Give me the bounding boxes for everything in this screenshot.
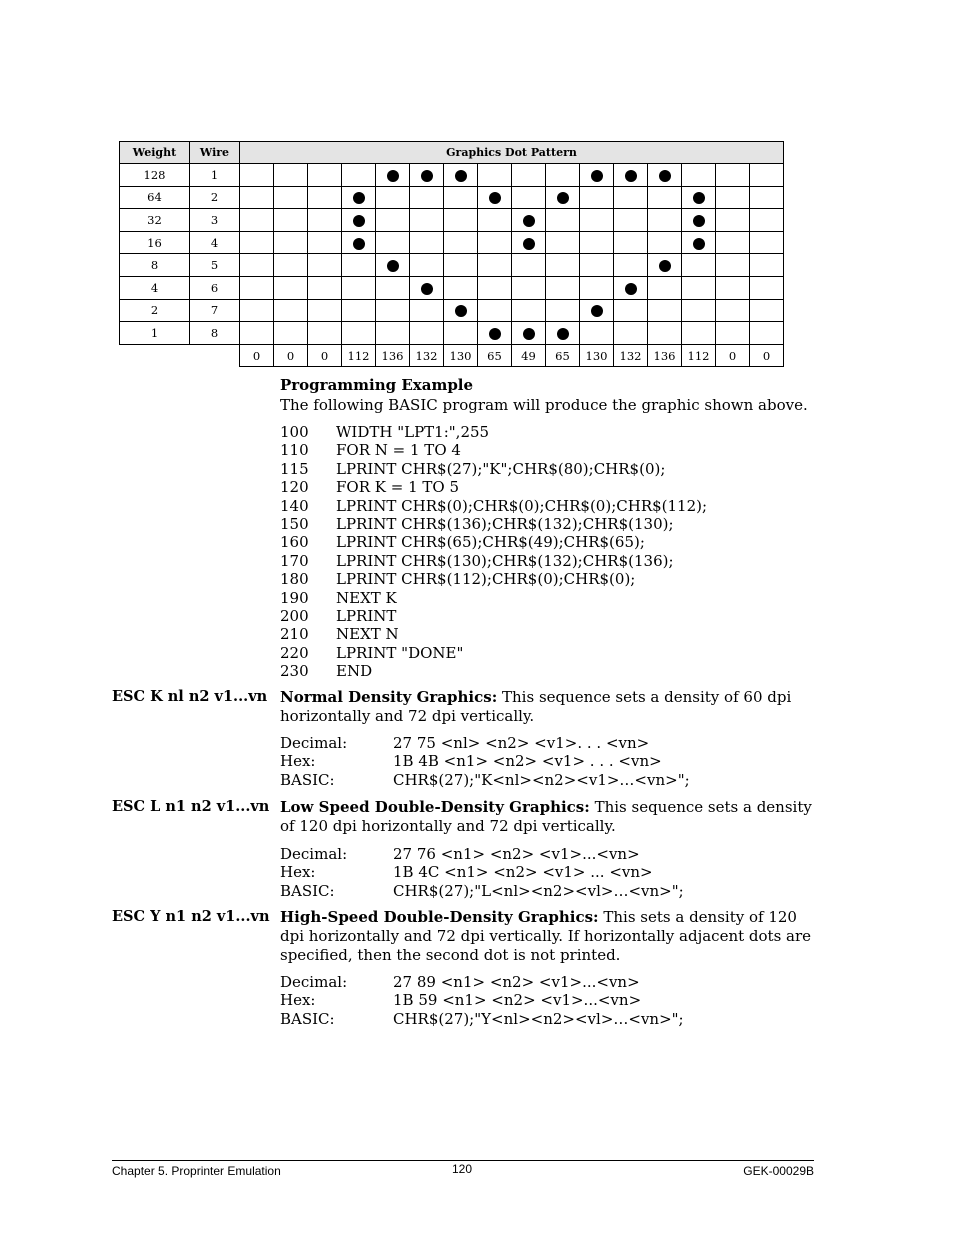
command-label-esc-k: ESC K nl n2 v1...vn — [112, 688, 268, 705]
column-total: 0 — [308, 344, 342, 367]
dot-cell — [580, 276, 614, 299]
dot-mark — [489, 328, 501, 340]
code-line — [280, 662, 707, 680]
line-number: 115 — [280, 459, 309, 478]
dot-cell — [648, 322, 682, 345]
dot-mark — [693, 192, 705, 204]
dot-mark — [659, 260, 671, 272]
dot-cell — [240, 186, 274, 209]
encoding-key: Decimal: — [280, 845, 348, 863]
dot-mark — [455, 305, 467, 317]
column-total: 136 — [376, 344, 410, 367]
dot-cell — [580, 299, 614, 322]
code-line — [280, 515, 707, 533]
encoding-value: 1B 59 <n1> <n2> <v1>...<vn> — [393, 991, 642, 1010]
code-text: LPRINT CHR$(112);CHR$(0);CHR$(0); — [336, 570, 636, 589]
dot-cell — [750, 276, 784, 299]
footer-doc-number: GEK-00029B — [743, 1164, 814, 1178]
dot-cell — [580, 209, 614, 232]
command-desc-text: This sets a density of 120 dpi horizontally and 72 dpi vertically. If horizontally adjacent dots are specified, then the second dot is not printed. — [280, 908, 812, 964]
dot-pattern-table — [119, 141, 783, 367]
dot-cell — [274, 209, 308, 232]
command-label-esc-y: ESC Y n1 n2 v1...vn — [112, 908, 270, 925]
dot-mark — [387, 260, 399, 272]
dot-cell — [648, 276, 682, 299]
dot-cell — [240, 254, 274, 277]
code-line — [280, 589, 707, 607]
code-text: WIDTH "LPT1:",255 — [336, 423, 490, 441]
dot-cell — [682, 209, 716, 232]
dot-mark — [693, 238, 705, 250]
weight-cell: 128 — [120, 164, 190, 187]
dot-cell — [512, 299, 546, 322]
code-line — [280, 570, 707, 588]
code-text: LPRINT — [336, 606, 397, 625]
dot-cell — [682, 164, 716, 187]
column-total: 65 — [478, 344, 512, 367]
weight-cell: 8 — [120, 254, 190, 277]
table-row — [120, 231, 784, 254]
column-total: 136 — [648, 344, 682, 367]
dot-cell — [580, 164, 614, 187]
dot-cell — [614, 164, 648, 187]
dot-mark — [523, 328, 535, 340]
encoding-list-esc-y — [280, 973, 684, 1028]
dot-cell — [444, 186, 478, 209]
encoding-row — [280, 882, 684, 900]
encoding-key: Hex: — [280, 752, 316, 771]
dot-cell — [410, 231, 444, 254]
line-number: 190 — [280, 588, 309, 607]
dot-cell — [546, 186, 580, 209]
encoding-row — [280, 973, 684, 991]
weight-cell: 16 — [120, 231, 190, 254]
command-title: Low Speed Double-Density Graphics: — [280, 798, 590, 816]
line-number: 170 — [280, 551, 309, 570]
dot-cell — [614, 322, 648, 345]
dot-cell — [546, 299, 580, 322]
dot-cell — [308, 231, 342, 254]
code-text: NEXT N — [336, 625, 399, 644]
dot-cell — [750, 299, 784, 322]
code-line — [280, 423, 707, 441]
dot-cell — [682, 231, 716, 254]
line-number: 100 — [280, 423, 309, 441]
dot-cell — [648, 209, 682, 232]
dot-cell — [478, 186, 512, 209]
dot-cell — [478, 231, 512, 254]
dot-cell — [546, 276, 580, 299]
dot-cell — [648, 186, 682, 209]
wire-cell: 5 — [190, 254, 240, 277]
dot-cell — [750, 254, 784, 277]
dot-mark — [557, 192, 569, 204]
dot-mark — [455, 170, 467, 182]
code-text: LPRINT "DONE" — [336, 643, 464, 662]
line-number: 200 — [280, 606, 309, 625]
programming-example-intro: The following BASIC program will produce the graphic shown above. — [280, 396, 808, 414]
dot-mark — [353, 215, 365, 227]
dot-cell — [274, 231, 308, 254]
dot-cell — [478, 299, 512, 322]
code-line — [280, 625, 707, 643]
command-title: High-Speed Double-Density Graphics: — [280, 908, 599, 926]
encoding-key: Hex: — [280, 991, 316, 1010]
weight-cell: 2 — [120, 299, 190, 322]
dot-cell — [716, 254, 750, 277]
dot-cell — [750, 322, 784, 345]
dot-cell — [308, 164, 342, 187]
dot-cell — [240, 299, 274, 322]
dot-cell — [376, 231, 410, 254]
encoding-key: BASIC: — [280, 881, 335, 900]
dot-cell — [342, 186, 376, 209]
line-number: 230 — [280, 662, 309, 681]
encoding-row — [280, 771, 690, 789]
dot-cell — [614, 209, 648, 232]
dot-cell — [240, 322, 274, 345]
code-line — [280, 552, 707, 570]
dot-cell — [716, 186, 750, 209]
dot-cell — [308, 299, 342, 322]
command-description-esc-y — [280, 908, 820, 965]
dot-cell — [478, 322, 512, 345]
dot-cell — [750, 186, 784, 209]
dot-cell — [716, 209, 750, 232]
code-text: NEXT K — [336, 588, 397, 607]
basic-program-listing — [280, 423, 707, 680]
column-total: 0 — [240, 344, 274, 367]
encoding-key: BASIC: — [280, 770, 335, 789]
dot-cell — [648, 254, 682, 277]
dot-cell — [444, 231, 478, 254]
dot-cell — [750, 209, 784, 232]
dot-cell — [716, 231, 750, 254]
dot-cell — [546, 164, 580, 187]
encoding-row — [280, 863, 684, 881]
line-number: 180 — [280, 570, 309, 589]
column-total: 0 — [750, 344, 784, 367]
code-line — [280, 478, 707, 496]
code-line — [280, 533, 707, 551]
wire-cell: 8 — [190, 322, 240, 345]
dot-cell — [308, 276, 342, 299]
dot-cell — [342, 299, 376, 322]
table-row — [120, 186, 784, 209]
dot-mark — [693, 215, 705, 227]
table-row — [120, 322, 784, 345]
line-number: 120 — [280, 478, 309, 497]
dot-cell — [342, 209, 376, 232]
column-total: 65 — [546, 344, 580, 367]
dot-cell — [376, 186, 410, 209]
dot-mark — [353, 192, 365, 204]
dot-cell — [376, 299, 410, 322]
dot-cell — [716, 322, 750, 345]
dot-mark — [523, 238, 535, 250]
table-row — [120, 276, 784, 299]
dot-cell — [240, 209, 274, 232]
encoding-row — [280, 991, 684, 1009]
dot-cell — [682, 322, 716, 345]
dot-cell — [376, 164, 410, 187]
encoding-value: 27 76 <n1> <n2> <v1>...<vn> — [393, 845, 640, 863]
dot-cell — [240, 276, 274, 299]
code-text: LPRINT CHR$(0);CHR$(0);CHR$(0);CHR$(112); — [336, 496, 708, 515]
weight-cell: 64 — [120, 186, 190, 209]
dot-cell — [274, 254, 308, 277]
column-total: 49 — [512, 344, 546, 367]
code-line — [280, 644, 707, 662]
footer-chapter: Chapter 5. Proprinter Emulation — [112, 1164, 281, 1178]
encoding-key: Decimal: — [280, 973, 348, 991]
column-total: 132 — [410, 344, 444, 367]
dot-cell — [444, 164, 478, 187]
dot-mark — [353, 238, 365, 250]
dot-cell — [716, 164, 750, 187]
dot-cell — [512, 276, 546, 299]
dot-cell — [444, 209, 478, 232]
table-header-row — [120, 142, 784, 164]
dot-cell — [682, 254, 716, 277]
column-total: 0 — [274, 344, 308, 367]
code-text: FOR N = 1 TO 4 — [336, 441, 461, 460]
dot-cell — [614, 254, 648, 277]
dot-mark — [489, 192, 501, 204]
line-number: 140 — [280, 496, 309, 515]
encoding-list-esc-l — [280, 845, 684, 900]
dot-cell — [546, 209, 580, 232]
command-label-esc-l: ESC L n1 n2 v1...vn — [112, 798, 270, 815]
dot-cell — [682, 186, 716, 209]
dot-cell — [342, 231, 376, 254]
column-total: 130 — [444, 344, 478, 367]
dot-cell — [308, 186, 342, 209]
encoding-value: 1B 4C <n1> <n2> <v1> ... <vn> — [393, 863, 653, 882]
dot-cell — [376, 322, 410, 345]
dot-cell — [444, 254, 478, 277]
dot-cell — [682, 299, 716, 322]
line-number: 160 — [280, 533, 309, 552]
dot-cell — [512, 322, 546, 345]
dot-mark — [591, 305, 603, 317]
dot-cell — [580, 254, 614, 277]
dot-cell — [274, 276, 308, 299]
weight-header: Weight — [120, 142, 190, 164]
encoding-row — [280, 845, 684, 863]
dot-cell — [750, 164, 784, 187]
command-description-esc-k — [280, 688, 820, 726]
dot-cell — [376, 209, 410, 232]
dot-cell — [512, 209, 546, 232]
encoding-row — [280, 1010, 684, 1028]
line-number: 110 — [280, 441, 309, 460]
dot-cell — [410, 209, 444, 232]
dot-cell — [342, 276, 376, 299]
encoding-value: 1B 4B <n1> <n2> <v1> . . . <vn> — [393, 752, 662, 771]
dot-cell — [240, 231, 274, 254]
dot-cell — [410, 322, 444, 345]
dot-cell — [614, 276, 648, 299]
table-row — [120, 164, 784, 187]
dot-cell — [546, 254, 580, 277]
column-total: 112 — [682, 344, 716, 367]
dot-cell — [478, 254, 512, 277]
encoding-row — [280, 734, 690, 752]
dot-mark — [557, 328, 569, 340]
dot-cell — [274, 299, 308, 322]
code-line — [280, 497, 707, 515]
dot-cell — [512, 231, 546, 254]
dot-cell — [478, 164, 512, 187]
encoding-value: 27 89 <n1> <n2> <v1>...<vn> — [393, 973, 640, 991]
blank-cell — [120, 344, 240, 367]
dot-cell — [648, 164, 682, 187]
code-text: FOR K = 1 TO 5 — [336, 478, 460, 497]
code-line — [280, 441, 707, 459]
dot-cell — [444, 276, 478, 299]
wire-cell: 1 — [190, 164, 240, 187]
dot-cell — [410, 186, 444, 209]
encoding-value: CHR$(27);"Y<nl><n2><vl>…<vn>"; — [393, 1009, 684, 1028]
table-row — [120, 299, 784, 322]
dot-cell — [240, 164, 274, 187]
command-desc-text: This sequence sets a density of 120 dpi horizontally and 72 dpi vertically. — [280, 798, 812, 835]
dot-cell — [614, 186, 648, 209]
command-description-esc-l — [280, 798, 820, 836]
code-text: END — [336, 662, 373, 681]
dot-mark — [659, 170, 671, 182]
line-number: 220 — [280, 643, 309, 662]
footer-page-number: 120 — [452, 1162, 473, 1176]
table-row — [120, 209, 784, 232]
table-body — [120, 164, 784, 367]
dot-cell — [274, 186, 308, 209]
dot-cell — [682, 276, 716, 299]
programming-example-title: Programming Example — [280, 376, 474, 394]
dot-cell — [614, 231, 648, 254]
line-number: 150 — [280, 514, 309, 533]
dot-cell — [342, 322, 376, 345]
dot-cell — [648, 231, 682, 254]
dot-cell — [478, 209, 512, 232]
code-line — [280, 607, 707, 625]
table-row — [120, 254, 784, 277]
code-line — [280, 460, 707, 478]
dot-cell — [512, 254, 546, 277]
dot-cell — [750, 231, 784, 254]
dot-mark — [421, 283, 433, 295]
dot-cell — [308, 254, 342, 277]
encoding-key: Hex: — [280, 863, 316, 882]
dot-cell — [410, 276, 444, 299]
wire-cell: 4 — [190, 231, 240, 254]
dot-cell — [444, 299, 478, 322]
dot-cell — [410, 299, 444, 322]
weight-cell: 1 — [120, 322, 190, 345]
wire-cell: 3 — [190, 209, 240, 232]
code-text: LPRINT CHR$(27);"K";CHR$(80);CHR$(0); — [336, 459, 666, 478]
dot-cell — [546, 322, 580, 345]
code-text: LPRINT CHR$(130);CHR$(132);CHR$(136); — [336, 551, 674, 570]
encoding-list-esc-k — [280, 734, 690, 789]
dot-cell — [308, 209, 342, 232]
dot-cell — [546, 231, 580, 254]
wire-cell: 2 — [190, 186, 240, 209]
dot-cell — [614, 299, 648, 322]
dot-cell — [716, 276, 750, 299]
dot-cell — [444, 322, 478, 345]
encoding-value: 27 75 <nl> <n2> <v1>. . . <vn> — [393, 734, 650, 752]
dot-cell — [308, 322, 342, 345]
line-number: 210 — [280, 625, 309, 644]
dot-cell — [376, 276, 410, 299]
encoding-value: CHR$(27);"K<nl><n2><v1>…<vn>"; — [393, 770, 690, 789]
dot-mark — [625, 283, 637, 295]
dot-cell — [716, 299, 750, 322]
wire-header: Wire — [190, 142, 240, 164]
dot-mark — [625, 170, 637, 182]
dot-mark — [591, 170, 603, 182]
dot-cell — [342, 164, 376, 187]
wire-cell: 6 — [190, 276, 240, 299]
encoding-value: CHR$(27);"L<nl><n2><vl>…<vn>"; — [393, 881, 684, 900]
dot-cell — [478, 276, 512, 299]
command-desc-text: This sequence sets a density of 60 dpi horizontally and 72 dpi vertically. — [280, 688, 792, 725]
dot-cell — [376, 254, 410, 277]
column-totals-row — [120, 344, 784, 367]
code-text: LPRINT CHR$(65);CHR$(49);CHR$(65); — [336, 533, 645, 552]
weight-cell: 4 — [120, 276, 190, 299]
column-total: 0 — [716, 344, 750, 367]
dot-mark — [387, 170, 399, 182]
dot-cell — [648, 299, 682, 322]
dot-cell — [410, 254, 444, 277]
command-title: Normal Density Graphics: — [280, 688, 498, 706]
dot-cell — [274, 164, 308, 187]
dot-mark — [523, 215, 535, 227]
column-total: 112 — [342, 344, 376, 367]
dot-cell — [580, 322, 614, 345]
dot-cell — [410, 164, 444, 187]
wire-cell: 7 — [190, 299, 240, 322]
encoding-key: Decimal: — [280, 734, 348, 752]
dot-cell — [580, 231, 614, 254]
column-total: 132 — [614, 344, 648, 367]
dot-cell — [274, 322, 308, 345]
weight-cell: 32 — [120, 209, 190, 232]
footer-divider — [112, 1160, 814, 1161]
dot-cell — [512, 186, 546, 209]
pattern-header: Graphics Dot Pattern — [240, 142, 784, 164]
dot-cell — [342, 254, 376, 277]
dot-mark — [421, 170, 433, 182]
dot-cell — [512, 164, 546, 187]
column-total: 130 — [580, 344, 614, 367]
dot-cell — [580, 186, 614, 209]
encoding-row — [280, 752, 690, 770]
code-text: LPRINT CHR$(136);CHR$(132);CHR$(130); — [336, 514, 674, 533]
encoding-key: BASIC: — [280, 1009, 335, 1028]
